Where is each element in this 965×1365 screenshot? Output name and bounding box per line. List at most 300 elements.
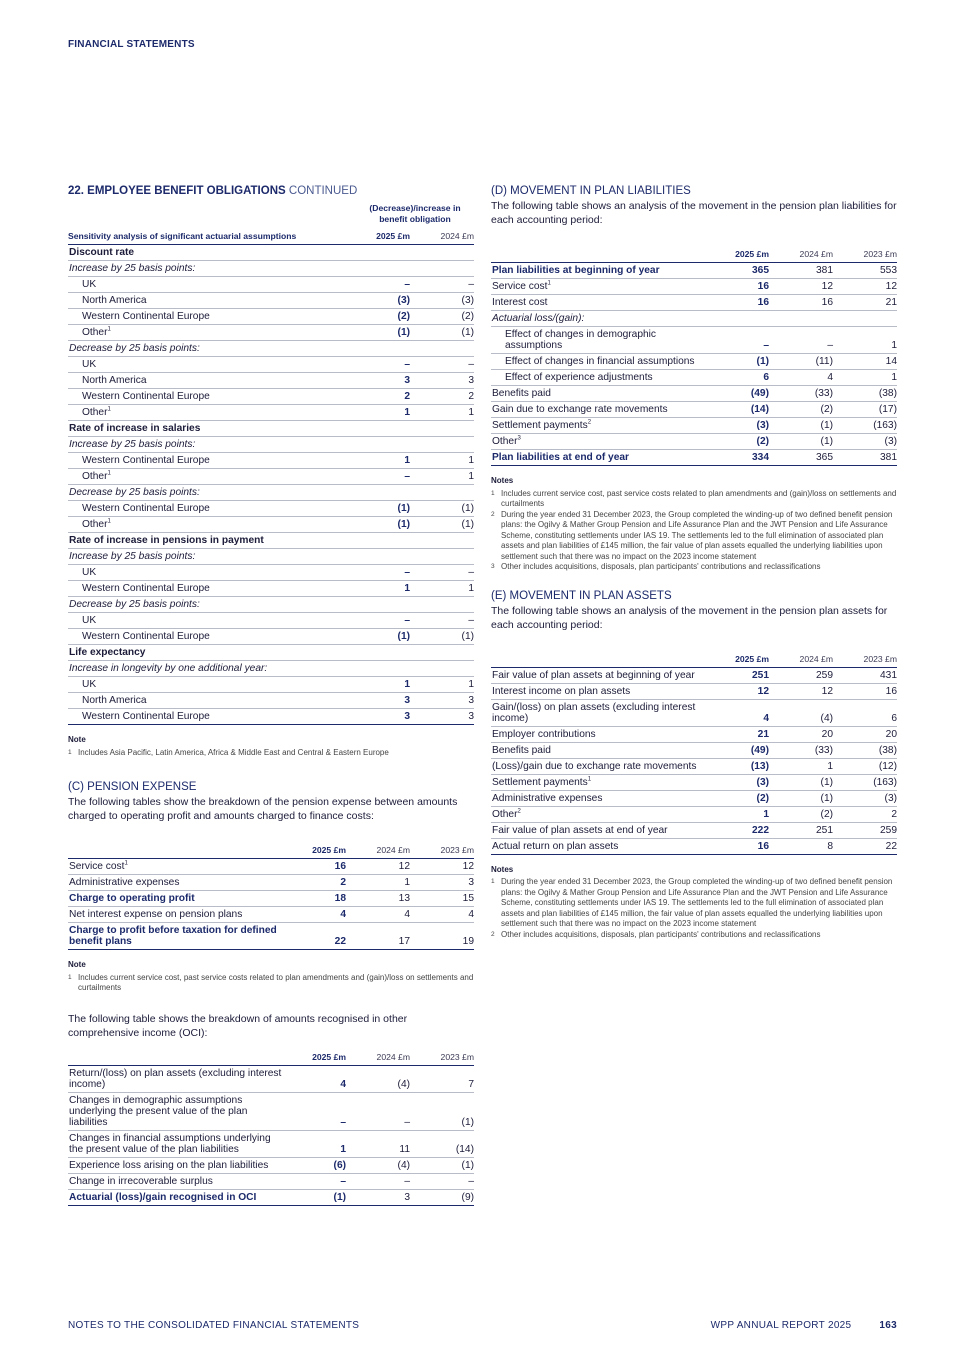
pension-expense-notes: [68, 960, 474, 994]
cell-value: (13): [705, 758, 769, 774]
row-label-text: Increase in longevity by one additional year:: [69, 663, 268, 674]
table-row: [68, 389, 474, 405]
cell-value: 8: [769, 838, 833, 854]
cell-value: (11): [769, 354, 833, 370]
row-label-text: Gain/(loss) on plan assets (excluding interest income): [492, 701, 696, 724]
cell-value: (2): [769, 806, 833, 822]
col-header-2024: 2024 £m: [440, 231, 474, 241]
cell-value: 251: [705, 667, 769, 683]
cell-value: 1: [346, 581, 410, 597]
cell-value: 1: [346, 875, 410, 891]
note-item: [491, 489, 897, 510]
cell-value: –: [410, 1173, 474, 1189]
row-label: [68, 501, 346, 517]
table-row: [491, 295, 897, 311]
row-label-text: Changes in financial assumptions underlying the present value of the plan liabilities: [69, 1132, 271, 1155]
footnote-ref: 1: [547, 280, 551, 287]
row-label: [68, 891, 282, 907]
table-row: [68, 485, 474, 501]
cell-value: 12: [705, 683, 769, 699]
row-label: [68, 389, 346, 405]
table-row: [491, 726, 897, 742]
row-label-text: Increase by 25 basis points:: [69, 439, 196, 450]
row-label: [68, 645, 346, 661]
left-column: [68, 184, 474, 1206]
table-row: [491, 667, 897, 683]
cell-value: [410, 533, 474, 549]
cell-value: 1: [346, 405, 410, 421]
cell-value: [705, 311, 769, 327]
cell-value: (1): [346, 629, 410, 645]
cell-value: 13: [346, 891, 410, 907]
table-row: [68, 469, 474, 485]
row-label-text: Other: [82, 471, 108, 482]
row-label-text: Interest income on plan assets: [492, 685, 631, 697]
cell-value: 1: [410, 581, 474, 597]
row-label: [491, 311, 705, 327]
footnote-ref: 1: [107, 470, 111, 477]
note-number: 2: [491, 510, 495, 518]
cell-value: (49): [705, 742, 769, 758]
row-label-text: Decrease by 25 basis points:: [69, 599, 200, 610]
cell-value: (49): [705, 386, 769, 402]
cell-value: –: [346, 1092, 410, 1130]
table-row: [68, 709, 474, 725]
cell-value: (163): [833, 774, 897, 790]
row-label-text: Benefits paid: [492, 744, 551, 756]
section-title-continued: CONTINUED: [288, 185, 358, 197]
cell-value: –: [346, 469, 410, 485]
table-row: [68, 549, 474, 565]
cell-value: –: [705, 327, 769, 354]
row-label-text: Change in irrecoverable surplus: [69, 1175, 213, 1187]
right-column: [491, 184, 897, 940]
note-text: Includes Asia Pacific, Latin America, Africa & Middle East and Central & Eastern Europe: [78, 747, 389, 757]
row-label-text: Benefits paid: [492, 388, 551, 399]
cell-value: [833, 311, 897, 327]
cell-value: [769, 311, 833, 327]
cell-value: 2: [833, 806, 897, 822]
row-label: [68, 1065, 282, 1092]
table-row: [68, 245, 474, 261]
table-row: [491, 758, 897, 774]
row-label-text: Service cost: [69, 861, 125, 872]
footer-report: [711, 1320, 897, 1331]
row-label: [491, 402, 705, 418]
table-row: [68, 1130, 474, 1157]
cell-value: (9): [410, 1189, 474, 1205]
table-row: [68, 517, 474, 533]
cell-value: 16: [705, 295, 769, 311]
cell-value: 12: [769, 683, 833, 699]
cell-value: 365: [769, 450, 833, 466]
row-label-text: Western Continental Europe: [82, 711, 210, 722]
cell-value: 12: [346, 859, 410, 875]
cell-value: 1: [410, 453, 474, 469]
cell-value: (3): [705, 774, 769, 790]
row-label-text: Changes in demographic assumptions underlying the present value of the plan liabilities: [69, 1094, 248, 1128]
row-label-text: UK: [82, 615, 97, 626]
cell-value: [346, 549, 410, 565]
col-header: 2023 £m: [440, 845, 474, 855]
notes-heading: Note: [68, 960, 86, 969]
row-label: [491, 726, 705, 742]
col-header: 2025 £m: [312, 1051, 346, 1062]
row-label: [68, 485, 346, 501]
cell-value: (1): [705, 354, 769, 370]
table-row: [491, 822, 897, 838]
row-label-text: Other: [82, 519, 108, 530]
row-label: [491, 790, 705, 806]
cell-value: [410, 549, 474, 565]
row-label: [491, 683, 705, 699]
row-label-text: Western Continental Europe: [82, 391, 210, 402]
cell-value: (1): [282, 1189, 346, 1205]
row-label-text: Net interest expense on pension plans: [69, 909, 243, 920]
cell-value: 11: [346, 1130, 410, 1157]
row-label: [68, 245, 346, 261]
cell-value: 14: [833, 354, 897, 370]
cell-value: 381: [833, 450, 897, 466]
cell-value: (3): [410, 293, 474, 309]
col-header: 2024 £m: [799, 653, 833, 664]
row-label: [491, 774, 705, 790]
row-label: [68, 907, 282, 923]
row-label: [68, 341, 346, 357]
row-label: [68, 859, 282, 875]
note-item: [491, 562, 897, 573]
row-label: [491, 822, 705, 838]
col-header: 2025 £m: [735, 653, 769, 664]
notes-heading: Notes: [491, 476, 514, 485]
liabilities-notes: [491, 476, 897, 573]
table-row: [68, 661, 474, 677]
row-label: [68, 1173, 282, 1189]
row-label: [68, 437, 346, 453]
cell-value: [346, 437, 410, 453]
cell-value: –: [769, 327, 833, 354]
row-label: [68, 421, 346, 437]
pension-expense-title: (C) PENSION EXPENSE: [68, 781, 197, 793]
table-row: [68, 1157, 474, 1173]
note-number: 1: [68, 748, 72, 756]
table-row: [68, 565, 474, 581]
section-title: [68, 184, 474, 198]
cell-value: 12: [410, 859, 474, 875]
footnote-ref: 1: [107, 518, 111, 525]
cell-value: [410, 421, 474, 437]
table-row: [68, 1173, 474, 1189]
cell-value: 16: [769, 295, 833, 311]
col-header-2025: 2025 £m: [376, 231, 410, 241]
row-label: [491, 806, 705, 822]
cell-value: 4: [410, 907, 474, 923]
row-label: [491, 386, 705, 402]
note-text: Other includes acquisitions, disposals, plan participants' contributions and reclassifications: [501, 929, 821, 939]
table-row: [491, 434, 897, 450]
cell-value: 431: [833, 667, 897, 683]
col-header: 2025 £m: [312, 845, 346, 855]
row-label-text: Experience loss arising on the plan liabilities: [69, 1159, 269, 1171]
cell-value: (12): [833, 758, 897, 774]
cell-value: (1): [346, 517, 410, 533]
table-row: [491, 386, 897, 402]
row-label-text: Increase by 25 basis points:: [69, 551, 196, 562]
footer-report-title: WPP ANNUAL REPORT 2025: [710, 1320, 852, 1331]
cell-value: –: [410, 613, 474, 629]
table-row: [491, 683, 897, 699]
row-label: [491, 742, 705, 758]
cell-value: [410, 437, 474, 453]
cell-value: 16: [282, 859, 346, 875]
cell-value: 6: [833, 699, 897, 726]
row-label: [68, 261, 346, 277]
cell-value: 16: [705, 279, 769, 295]
cell-value: –: [410, 565, 474, 581]
cell-value: (4): [346, 1065, 410, 1092]
row-label-text: Gain due to exchange rate movements: [492, 404, 668, 415]
col-header: 2024 £m: [376, 1051, 410, 1062]
cell-value: [346, 485, 410, 501]
cell-value: 4: [769, 370, 833, 386]
cell-value: –: [346, 357, 410, 373]
cell-value: (6): [282, 1157, 346, 1173]
note-item: [491, 930, 897, 941]
sensitivity-table: [68, 201, 474, 725]
table-row: [68, 421, 474, 437]
row-label: [68, 517, 346, 533]
table-row: [68, 325, 474, 341]
cell-value: 259: [833, 822, 897, 838]
table-row: [68, 597, 474, 613]
cell-value: (3): [833, 790, 897, 806]
cell-value: (1): [346, 325, 410, 341]
row-label: [68, 581, 346, 597]
row-label-text: Plan liabilities at end of year: [492, 452, 630, 463]
cell-value: 20: [833, 726, 897, 742]
cell-value: 18: [282, 891, 346, 907]
table-row: [491, 806, 897, 822]
page-number: 163: [879, 1320, 897, 1331]
cell-value: [410, 597, 474, 613]
note-text: Includes current service cost, past service costs related to plan amendments and (gain)/loss on settlements and curtailments: [501, 488, 897, 508]
row-label: [491, 699, 705, 726]
row-label: [68, 709, 346, 725]
table-row: [68, 581, 474, 597]
row-label-text: Interest cost: [492, 297, 548, 308]
col-header: 2023 £m: [863, 653, 897, 664]
row-label: [491, 418, 705, 434]
row-label-text: North America: [82, 375, 147, 386]
col-header: 2023 £m: [863, 249, 897, 259]
cell-value: 4: [705, 699, 769, 726]
row-label-text: Settlement payments: [492, 420, 588, 431]
cell-value: –: [346, 565, 410, 581]
cell-value: 12: [833, 279, 897, 295]
row-label-text: North America: [82, 695, 147, 706]
cell-value: 12: [769, 279, 833, 295]
row-label-text: Effect of experience adjustments: [505, 372, 653, 383]
table-row: [68, 1065, 474, 1092]
footnote-ref: 2: [517, 808, 521, 815]
row-label: [68, 693, 346, 709]
cell-value: 2: [282, 875, 346, 891]
cell-value: 22: [282, 923, 346, 950]
row-label: [68, 453, 346, 469]
cell-value: [346, 645, 410, 661]
table-row: [68, 277, 474, 293]
table-row: [68, 533, 474, 549]
cell-value: 6: [705, 370, 769, 386]
row-label: [68, 293, 346, 309]
row-label: [68, 1189, 282, 1205]
cell-value: (38): [833, 386, 897, 402]
row-label-text: Discount rate: [69, 247, 135, 258]
cell-value: 222: [705, 822, 769, 838]
row-label-text: UK: [82, 359, 97, 370]
row-label-text: Charge to profit before taxation for defined benefit plans: [69, 925, 277, 947]
cell-value: 3: [410, 693, 474, 709]
assets-notes: [491, 865, 897, 941]
cell-value: [346, 261, 410, 277]
note-item: [68, 748, 474, 759]
table-row: [491, 263, 897, 279]
cell-value: 3: [346, 373, 410, 389]
table-row: [68, 693, 474, 709]
cell-value: [346, 421, 410, 437]
table-row: [491, 418, 897, 434]
footnote-ref: 3: [517, 435, 521, 442]
cell-value: [410, 261, 474, 277]
cell-value: [410, 485, 474, 501]
cell-value: [410, 645, 474, 661]
note-text: Includes current service cost, past service costs related to plan amendments and (gain)/loss on settlements and curtailments: [78, 972, 474, 992]
col-header: 2023 £m: [440, 1051, 474, 1062]
table-row: [491, 311, 897, 327]
cell-value: 1: [705, 806, 769, 822]
footnote-ref: 1: [124, 860, 128, 867]
row-label-text: Settlement payments: [492, 776, 588, 788]
notes-heading: Notes: [491, 864, 514, 874]
row-label-text: Fair value of plan assets at end of year: [492, 824, 668, 836]
table-row: [491, 354, 897, 370]
oci-intro: The following table shows the breakdown of amounts recognised in other comprehensive income (OCI):: [68, 1012, 408, 1039]
assets-intro: The following table shows an analysis of the movement in the pension plan assets for each accounting period:: [491, 604, 888, 631]
note-item: [491, 877, 897, 930]
row-label: [68, 357, 346, 373]
cell-value: 2: [410, 389, 474, 405]
row-label-text: UK: [82, 279, 97, 290]
cell-value: (2): [705, 790, 769, 806]
cell-value: 3: [346, 693, 410, 709]
cell-value: 1: [833, 370, 897, 386]
row-label-text: (Loss)/gain due to exchange rate movements: [492, 760, 697, 772]
row-label-text: Effect of changes in demographic assumptions: [505, 329, 657, 351]
cell-value: (3): [346, 293, 410, 309]
table-row: [491, 327, 897, 354]
row-label-text: Life expectancy: [69, 647, 146, 658]
cell-value: [410, 341, 474, 357]
table-row: [491, 450, 897, 466]
row-label-text: UK: [82, 567, 97, 578]
cell-value: 21: [705, 726, 769, 742]
table-row: [68, 923, 474, 950]
cell-value: 15: [410, 891, 474, 907]
cell-value: 1: [346, 677, 410, 693]
row-label-text: Actuarial (loss)/gain recognised in OCI: [69, 1191, 257, 1203]
row-label-text: Decrease by 25 basis points:: [69, 343, 200, 354]
cell-value: (1): [769, 774, 833, 790]
note-text: During the year ended 31 December 2023, the Group completed the winding-up of two defined benefit pension plans: the Ogilvy & Mather Group Pension and Life Assurance Plan and the JWT Pension and Life Assurance Scheme, constituting settlements under IAS 19. The settlements led to the full elimination of associated plan assets and plan liabilities of £145 million, the fair value of plan assets equalled the underlying liabilities upon settlement such that there was no impact on the 2023 income statement: [501, 509, 893, 561]
notes-heading: Note: [68, 735, 86, 744]
row-label: [68, 1092, 282, 1130]
table-row: [68, 341, 474, 357]
row-label: [491, 667, 705, 683]
note-number: 1: [68, 973, 72, 981]
col-header: 2025 £m: [735, 249, 769, 259]
cell-value: 3: [410, 709, 474, 725]
cell-value: (1): [769, 418, 833, 434]
col-header: 2024 £m: [376, 845, 410, 855]
liabilities-table: [491, 247, 897, 466]
row-label: [68, 1130, 282, 1157]
cell-value: (38): [833, 742, 897, 758]
table-row: [491, 790, 897, 806]
row-label-text: Administrative expenses: [492, 792, 603, 804]
row-label: [68, 1157, 282, 1173]
row-label: [68, 325, 346, 341]
row-label: [491, 434, 705, 450]
cell-value: 259: [769, 667, 833, 683]
assets-table: [491, 652, 897, 855]
cell-value: [346, 341, 410, 357]
cell-value: 1: [833, 327, 897, 354]
row-label-text: Western Continental Europe: [82, 583, 210, 594]
row-label-text: North America: [82, 295, 147, 306]
row-label-text: Other: [82, 407, 108, 418]
row-label-text: Western Continental Europe: [82, 455, 210, 466]
row-label-text: Western Continental Europe: [82, 311, 210, 322]
table-row: [68, 677, 474, 693]
cell-value: (17): [833, 402, 897, 418]
cell-value: 251: [769, 822, 833, 838]
table-row: [68, 373, 474, 389]
pension-expense-intro: The following tables show the breakdown of the pension expense between amounts charged to operating profit and amounts charged to finance costs:: [68, 796, 458, 822]
row-label: [68, 923, 282, 950]
pension-expense-table: [68, 843, 474, 950]
cell-value: –: [346, 1173, 410, 1189]
cell-value: 21: [833, 295, 897, 311]
row-label-text: Other: [492, 808, 518, 820]
cell-value: [410, 245, 474, 261]
note-item: [491, 510, 897, 563]
table-row: [68, 501, 474, 517]
cell-value: 17: [346, 923, 410, 950]
table-row: [491, 402, 897, 418]
cell-value: (2): [410, 309, 474, 325]
cell-value: 3: [346, 709, 410, 725]
cell-value: (4): [769, 699, 833, 726]
cell-value: –: [410, 357, 474, 373]
row-label: [491, 327, 705, 354]
cell-value: (33): [769, 386, 833, 402]
cell-value: 553: [833, 263, 897, 279]
row-label-text: Effect of changes in financial assumptions: [505, 356, 695, 367]
section-header: FINANCIAL STATEMENTS: [68, 39, 195, 50]
cell-value: (1): [769, 790, 833, 806]
cell-value: 7: [410, 1065, 474, 1092]
cell-value: 1: [346, 453, 410, 469]
